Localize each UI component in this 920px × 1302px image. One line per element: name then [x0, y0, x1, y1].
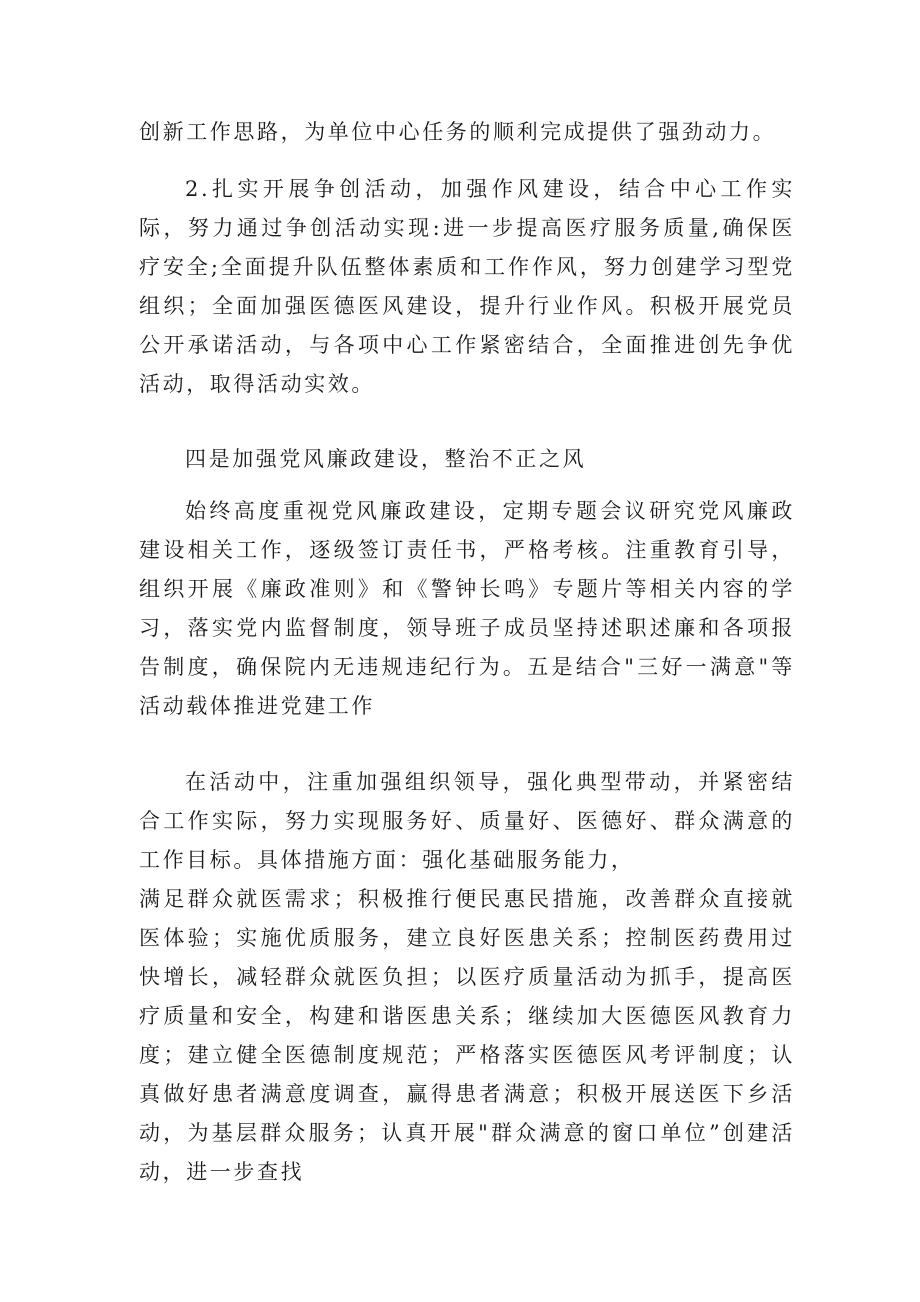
paragraph-continuation: 创新工作思路，为单位中心任务的顺利完成提供了强劲动力。: [139, 120, 777, 144]
section-heading-4: 四是加强党风廉政建设，整治不正之风: [185, 447, 587, 471]
paragraph-activities: 在活动中，注重加强组织领导，强化典型带动，并紧密结合工作实际，努力实现服务好、质量好、医德好、群众满意的工作目标。具体措施方面：强化基础服务能力，: [139, 770, 795, 872]
paragraph-integrity: 始终高度重视党风廉政建设，定期专题会议研究党风廉政建设相关工作，逐级签订责任书，严格考核。注重教育引导，组织开展《廉政准则》和《警钟长鸣》专题片等相关内容的学习，落实党内监督制度，领导班子成员坚持述职述廉和各项报告制度，确保院内无违规违纪行为。五是结合"三好一满意"等活动载体推进党建工作: [139, 499, 795, 718]
paragraph-measures: 满足群众就医需求；积极推行便民惠民措施，改善群众直接就医体验；实施优质服务，建立良好医患关系；控制医药费用过快增长，减轻群众就医负担；以医疗质量活动为抓手，提高医疗质量和安全，构建和谐医患关系；继续加大医德医风教育力度；建立健全医德制度规范；严格落实医德医风考评制度；认真做好患者满意度调查，赢得患者满意；积极开展送医下乡活动，为基层群众服务；认真开展"群众满意的窗口单位”创建活动，进一步查找: [139, 887, 795, 1184]
paragraph-item-2: 2.扎实开展争创活动，加强作风建设，结合中心工作实际，努力通过争创活动实现:进一步提高医疗服务质量,确保医疗安全;全面提升队伍整体素质和工作作风，努力创建学习型党组织；全面加强医德医风建设，提升行业作风。积极开展党员公开承诺活动，与各项中心工作紧密结合，全面推进创先争优活动，取得活动实效。: [139, 177, 795, 396]
